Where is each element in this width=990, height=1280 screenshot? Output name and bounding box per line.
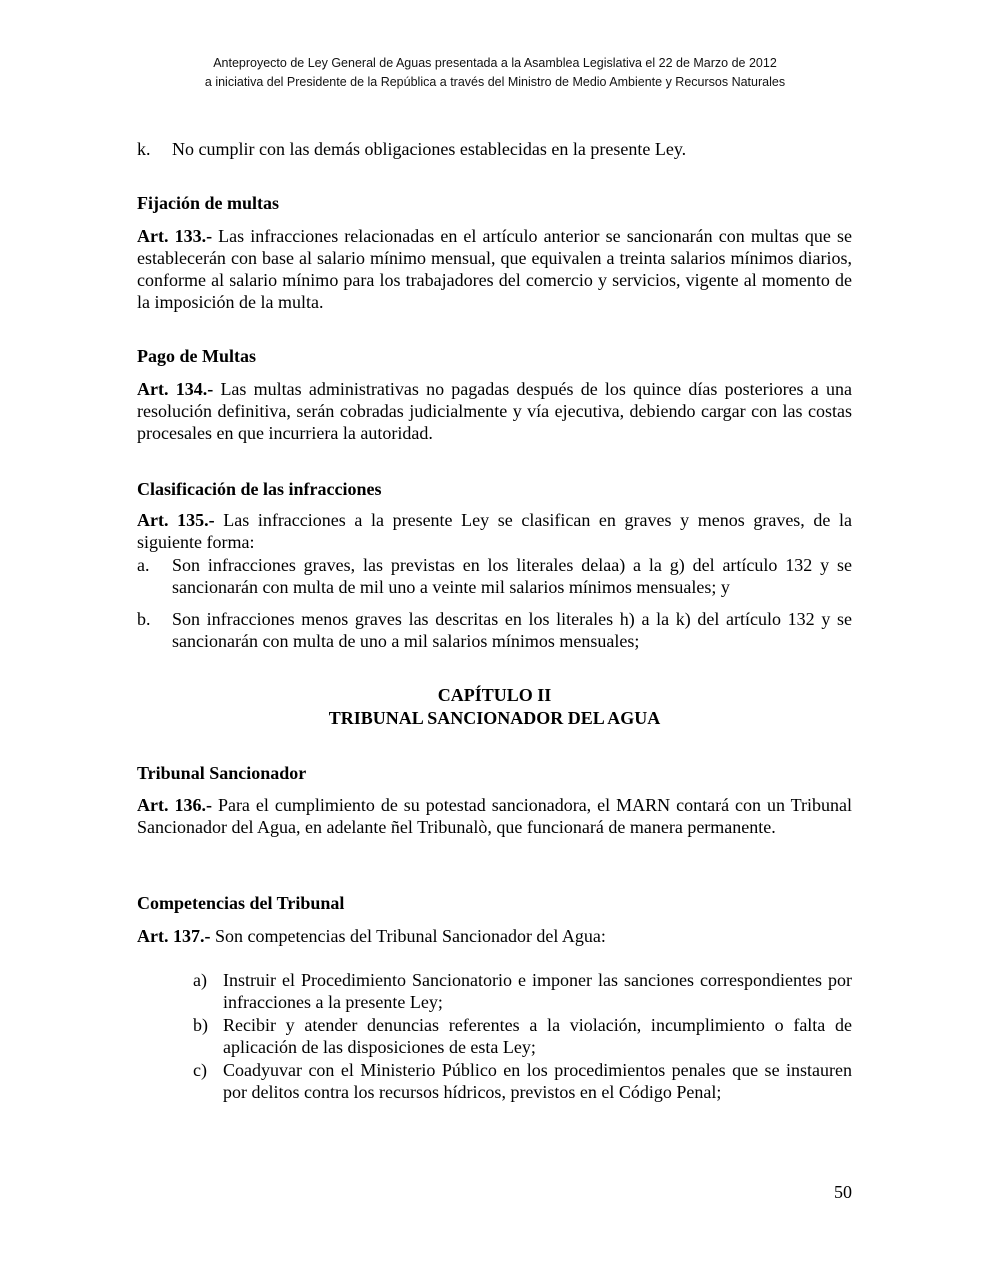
list-marker: a): [193, 970, 207, 990]
running-header: [0, 54, 990, 92]
chapter-heading: [137, 684, 852, 730]
competence-item-b: [193, 1014, 852, 1058]
list-item-text: Coadyuvar con el Ministerio Público en los procedimientos penales que se instauren por delitos contra los recursos hídricos, previstos en el Código Penal;: [223, 1060, 852, 1102]
article-text: Las infracciones relacionadas en el artículo anterior se sancionarán con multas que se establecerán con base al salario mínimo mensual, que equivalen a treinta salarios mínimos diarios, conforme al salario mínimo para los trabajadores del comercio y servicios, vigente al momento de la imposición de la multa.: [137, 226, 853, 312]
list-marker: a.: [137, 555, 150, 575]
header-line-1: Anteproyecto de Ley General de Aguas presentada a la Asamblea Legislativa el 22 de Marzo de 2012: [213, 56, 777, 70]
article-label: Art. 134.-: [137, 379, 214, 399]
page-number: 50: [834, 1182, 852, 1202]
section-heading-fijacion-multas: Fijación de multas: [137, 193, 279, 213]
section-heading-competencias: Competencias del Tribunal: [137, 893, 345, 913]
list-marker: b): [193, 1015, 208, 1035]
competence-item-a: [193, 969, 852, 1013]
article-133: [137, 225, 852, 313]
competence-item-c: [193, 1059, 852, 1103]
article-label: Art. 136.-: [137, 795, 212, 815]
article-134: [137, 378, 852, 444]
chapter-number: CAPÍTULO II: [437, 685, 552, 705]
list-marker: b.: [137, 609, 151, 629]
article-label: Art. 135.-: [137, 510, 215, 530]
article-text: Las multas administrativas no pagadas después de los quince días posteriores a una resolución definitiva, serán cobradas judicialmente y vía ejecutiva, debiendo cargar con las costas procesales en que incurriera la autoridad.: [137, 379, 852, 443]
article-label: Art. 137.-: [137, 926, 211, 946]
article-label: Art. 133.-: [137, 226, 213, 246]
list-item-text: Recibir y atender denuncias referentes a la violación, incumplimiento o falta de aplicación de las disposiciones de esta Ley;: [223, 1015, 852, 1057]
article-text: Son competencias del Tribunal Sancionador del Agua:: [214, 926, 606, 946]
header-line-2: a iniciativa del Presidente de la República a través del Ministro de Medio Ambiente y Recursos Naturales: [204, 75, 786, 89]
list-marker: c): [193, 1060, 207, 1080]
section-heading-clasificacion: Clasificación de las infracciones: [137, 479, 382, 499]
section-heading-tribunal: Tribunal Sancionador: [137, 763, 307, 783]
article-137: [137, 925, 852, 947]
list-item-text: Son infracciones graves, las previstas en los literales delaa) a la g) del artículo 132 y se sancionarán con multa de mil uno a veinte mil salarios mínimos mensuales; y: [172, 555, 852, 597]
article-text: Para el cumplimiento de su potestad sancionadora, el MARN contará con un Tribunal Sancionador del Agua, en adelante ñel Tribunalò, que funcionará de manera permanente.: [137, 795, 852, 837]
article-135: [137, 509, 852, 553]
list-item-b: [137, 608, 852, 652]
list-item-text: Son infracciones menos graves las descritas en los literales h) a la k) del artículo 132 y se sancionarán con multa de uno a mil salarios mínimos mensuales;: [172, 609, 852, 651]
list-marker: k.: [137, 139, 151, 159]
list-item-text: No cumplir con las demás obligaciones establecidas en la presente Ley.: [172, 139, 687, 159]
list-item-a: [137, 554, 852, 598]
article-136: [137, 794, 852, 838]
list-item-text: Instruir el Procedimiento Sancionatorio e imponer las sanciones correspondientes por infracciones a la presente Ley;: [223, 970, 852, 1012]
chapter-title: TRIBUNAL SANCIONADOR DEL AGUA: [328, 708, 661, 728]
list-item-k: [137, 138, 852, 160]
article-text: Las infracciones a la presente Ley se clasifican en graves y menos graves, de la siguiente forma:: [137, 510, 853, 552]
section-heading-pago-multas: Pago de Multas: [137, 346, 256, 366]
